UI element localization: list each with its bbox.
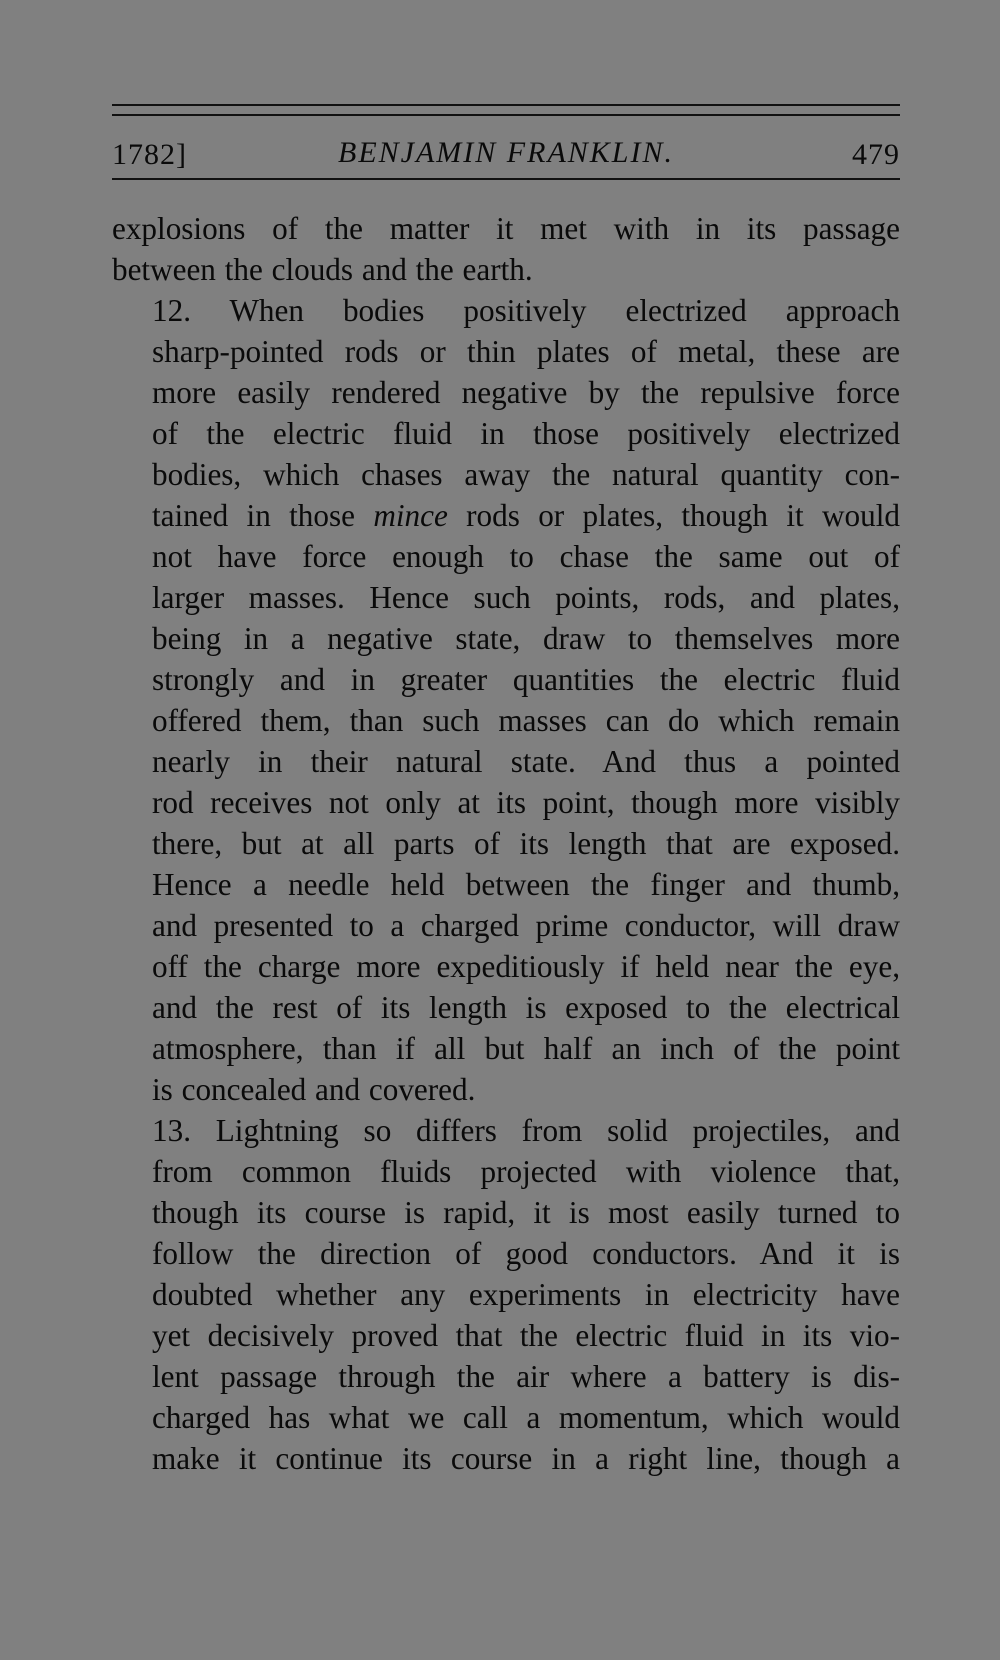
text-line: 13. Lightning so differs from solid projectiles, and bbox=[152, 1113, 900, 1148]
text-line: strongly and in greater quantities the electric fluid bbox=[152, 662, 900, 697]
paragraph-13 bbox=[112, 1110, 900, 1479]
text-line: follow the direction of good conductors. And it is bbox=[152, 1236, 900, 1271]
text-line: and the rest of its length is exposed to the electrical bbox=[152, 990, 900, 1025]
running-head-year: 1782] bbox=[112, 138, 187, 171]
text-line: yet decisively proved that the electric fluid in its vio- bbox=[152, 1318, 900, 1353]
head-rule bbox=[112, 178, 900, 180]
book-page bbox=[112, 104, 900, 1479]
paragraph-continuation bbox=[112, 208, 900, 290]
text-line: from common fluids projected with violence that, bbox=[152, 1154, 900, 1189]
text-line-with-italic bbox=[112, 495, 900, 536]
text-line: there, but at all parts of its length that are exposed. bbox=[152, 826, 900, 861]
text-line: nearly in their natural state. And thus a pointed bbox=[152, 744, 900, 779]
text-line: make it continue its course in a right line, though a bbox=[152, 1441, 900, 1476]
page-number: 479 bbox=[852, 138, 900, 171]
text-line: being in a negative state, draw to themselves more bbox=[152, 621, 900, 656]
text-line: larger masses. Hence such points, rods, and plates, bbox=[152, 580, 900, 615]
text-line: rod receives not only at its point, though more visibly bbox=[152, 785, 900, 820]
paragraph-12 bbox=[112, 290, 900, 1110]
text-line: atmosphere, than if all but half an inch of the point bbox=[152, 1031, 900, 1066]
text-line: between the clouds and the earth. bbox=[112, 252, 533, 287]
text-line: Hence a needle held between the finger and thumb, bbox=[152, 867, 900, 902]
text-line: off the charge more expeditiously if held near the eye, bbox=[152, 949, 900, 984]
text-segment: rods or plates, though it would bbox=[447, 498, 901, 533]
text-line: explosions of the matter it met with in its passage bbox=[112, 211, 900, 246]
text-line: lent passage through the air where a battery is dis- bbox=[152, 1359, 900, 1394]
top-rule bbox=[112, 104, 900, 106]
text-line: 12. When bodies positively electrized approach bbox=[152, 293, 900, 328]
text-line: doubted whether any experiments in electricity have bbox=[152, 1277, 900, 1312]
text-line: not have force enough to chase the same out of bbox=[152, 539, 900, 574]
text-line: bodies, which chases away the natural quantity con- bbox=[152, 457, 900, 492]
text-line: charged has what we call a momentum, which would bbox=[152, 1400, 900, 1435]
text-line: and presented to a charged prime conductor, will draw bbox=[152, 908, 900, 943]
text-line: more easily rendered negative by the repulsive force bbox=[152, 375, 900, 410]
italic-word: mince bbox=[373, 498, 448, 533]
text-line: of the electric fluid in those positively electrized bbox=[152, 416, 900, 451]
text-line: though its course is rapid, it is most easily turned to bbox=[152, 1195, 900, 1230]
text-line: offered them, than such masses can do which remain bbox=[152, 703, 900, 738]
body-text bbox=[112, 208, 900, 1479]
text-line: is concealed and covered. bbox=[152, 1072, 476, 1107]
running-head bbox=[112, 116, 900, 178]
text-segment: tained in those bbox=[152, 498, 374, 533]
running-head-title: BENJAMIN FRANKLIN. bbox=[338, 136, 674, 169]
text-line: sharp-pointed rods or thin plates of metal, these are bbox=[152, 334, 900, 369]
